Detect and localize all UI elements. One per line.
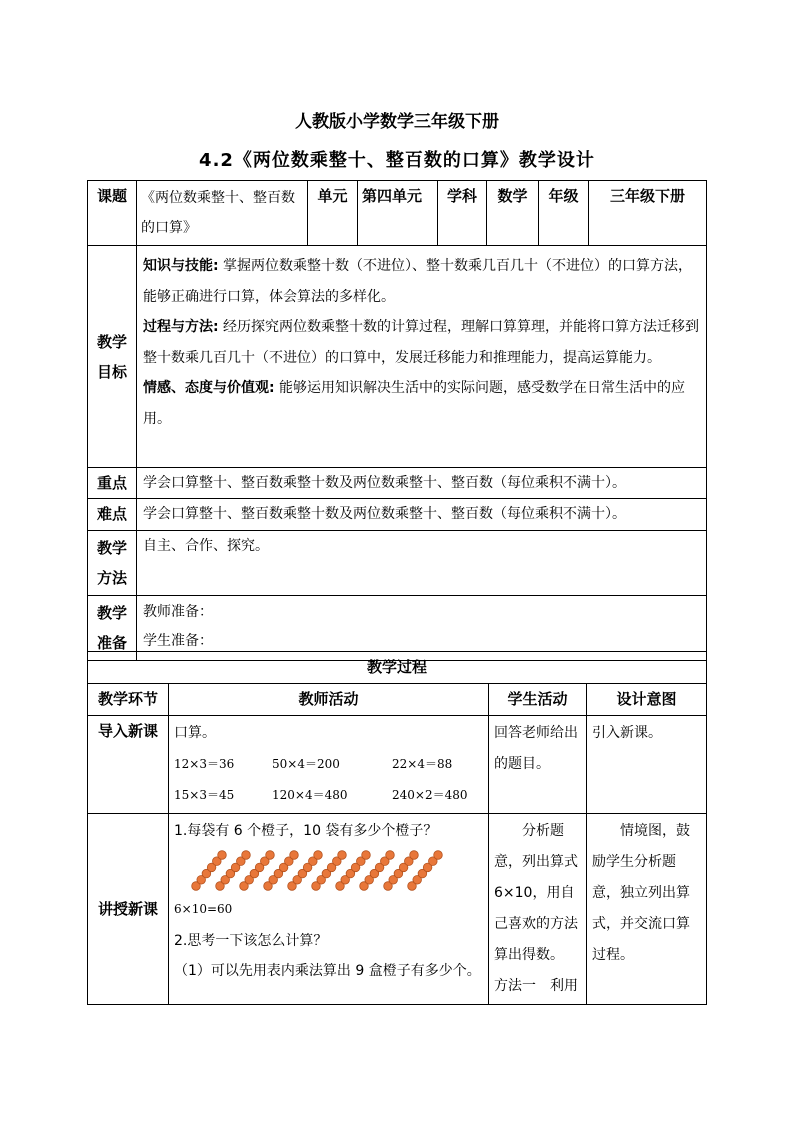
teach-student-2: 方法一 利用: [494, 978, 578, 994]
goal-emotion: [143, 373, 700, 434]
orange-icon: [434, 851, 443, 860]
topic-label: 课题: [96, 187, 127, 205]
goals-content: [137, 246, 706, 439]
orange-icon: [266, 851, 275, 860]
orange-icon: [338, 851, 347, 860]
subject-value: 数学: [497, 187, 528, 205]
calc-item: 240×2＝480: [392, 788, 468, 802]
goal-knowledge-text: 掌握两位数乘整十数（不进位）、整十数乘几百几十（不进位）的口算方法，能够正确进行口算，体会算法的多样化。: [143, 258, 693, 305]
key-point-text: 学会口算整十、整百数乘整十数及两位数乘整十、整百数（每位乘积不满十）。: [143, 475, 626, 491]
teach-stage: 讲授新课: [97, 900, 158, 918]
prep-student: 学生准备：: [143, 633, 213, 649]
goals-label: 教学目标: [96, 332, 127, 381]
process-title: 教学过程: [367, 658, 428, 676]
orange-icon: [386, 851, 395, 860]
doc-title: 人教版小学数学三年级下册: [295, 112, 499, 132]
intro-calc-row-1: [174, 749, 483, 780]
intro-student: 回答老师给出的题目。: [494, 725, 578, 772]
calc-item: 120×4＝480: [272, 788, 348, 802]
unit-value: 第四单元: [362, 187, 423, 205]
orange-icon: [314, 851, 323, 860]
calc-item: 50×4＝200: [272, 757, 340, 771]
teach-intent: 情境图，鼓励学生分析题意，独立列出算式，并交流口算过程。: [592, 823, 690, 963]
header-student: 学生活动: [507, 690, 568, 708]
intro-intent: 引入新课。: [592, 725, 662, 741]
header-intent: 设计意图: [616, 690, 677, 708]
orange-icon: [410, 851, 419, 860]
oranges-illustration: [186, 846, 446, 892]
intro-stage: 导入新课: [97, 722, 158, 740]
intro-calc-row-2: [174, 780, 483, 811]
goal-emotion-text: 能够运用知识解决生活中的实际问题，感受数学在日常生活中的应用。: [143, 380, 686, 427]
orange-icon: [242, 851, 251, 860]
goal-knowledge-title: 知识与技能:: [143, 258, 219, 274]
header-teacher: 教师活动: [298, 690, 359, 708]
difficulty-label: 难点: [96, 505, 127, 523]
difficulty-text: 学会口算整十、整百数乘整十数及两位数乘整十、整百数（每位乘积不满十）。: [143, 506, 626, 522]
grade-label: 年级: [548, 187, 579, 205]
orange-icon: [290, 851, 299, 860]
calc-item: 15×3＝45: [174, 788, 235, 802]
teach-student-1: 分析题意，列出算式 6×10，用自己喜欢的方法算出得数。: [494, 823, 578, 963]
info-table: [87, 180, 707, 661]
teach-q1: 1.每袋有 6 个橙子，10 袋有多少个橙子？: [174, 823, 438, 839]
teach-q2: 2.思考一下该怎么计算？: [174, 933, 328, 949]
goal-process-text: 经历探究两位数乘整十数的计算过程，理解口算算理，并能将口算方法迁移到整十数乘几百几十（不进位）的口算中，发展迁移能力和推理能力，提高运算能力。: [143, 319, 700, 366]
subject-label: 学科: [446, 187, 477, 205]
key-point-label: 重点: [96, 474, 127, 492]
grade-value: 三年级下册: [609, 187, 685, 205]
teach-eq: 6×10=60: [174, 902, 233, 916]
topic-value: 《两位数乘整十、整百数的口算》: [141, 190, 295, 236]
method-label: 教学方法: [96, 539, 127, 587]
unit-label: 单元: [317, 187, 348, 205]
oranges-image: [174, 846, 483, 892]
calc-item: 12×3＝36: [174, 757, 235, 771]
prep-teacher: 教师准备：: [143, 604, 213, 620]
prep-label: 教学准备: [96, 604, 127, 652]
process-table: [87, 651, 707, 1005]
orange-icon: [362, 851, 371, 860]
intro-teacher-head: 口算。: [174, 725, 216, 741]
goal-process: [143, 312, 700, 373]
calc-item: 22×4＝88: [392, 757, 453, 771]
goal-emotion-title: 情感、态度与价值观:: [143, 380, 275, 396]
goal-knowledge: [143, 251, 700, 312]
header-stage: 教学环节: [97, 690, 158, 708]
goal-process-title: 过程与方法:: [143, 319, 219, 335]
teach-q3: （1）可以先用表内乘法算出 9 盒橙子有多少个。: [174, 963, 481, 979]
doc-subtitle: 4.2《两位数乘整十、整百数的口算》教学设计: [199, 150, 595, 171]
method-text: 自主、合作、探究。: [143, 538, 269, 554]
orange-icon: [218, 851, 227, 860]
